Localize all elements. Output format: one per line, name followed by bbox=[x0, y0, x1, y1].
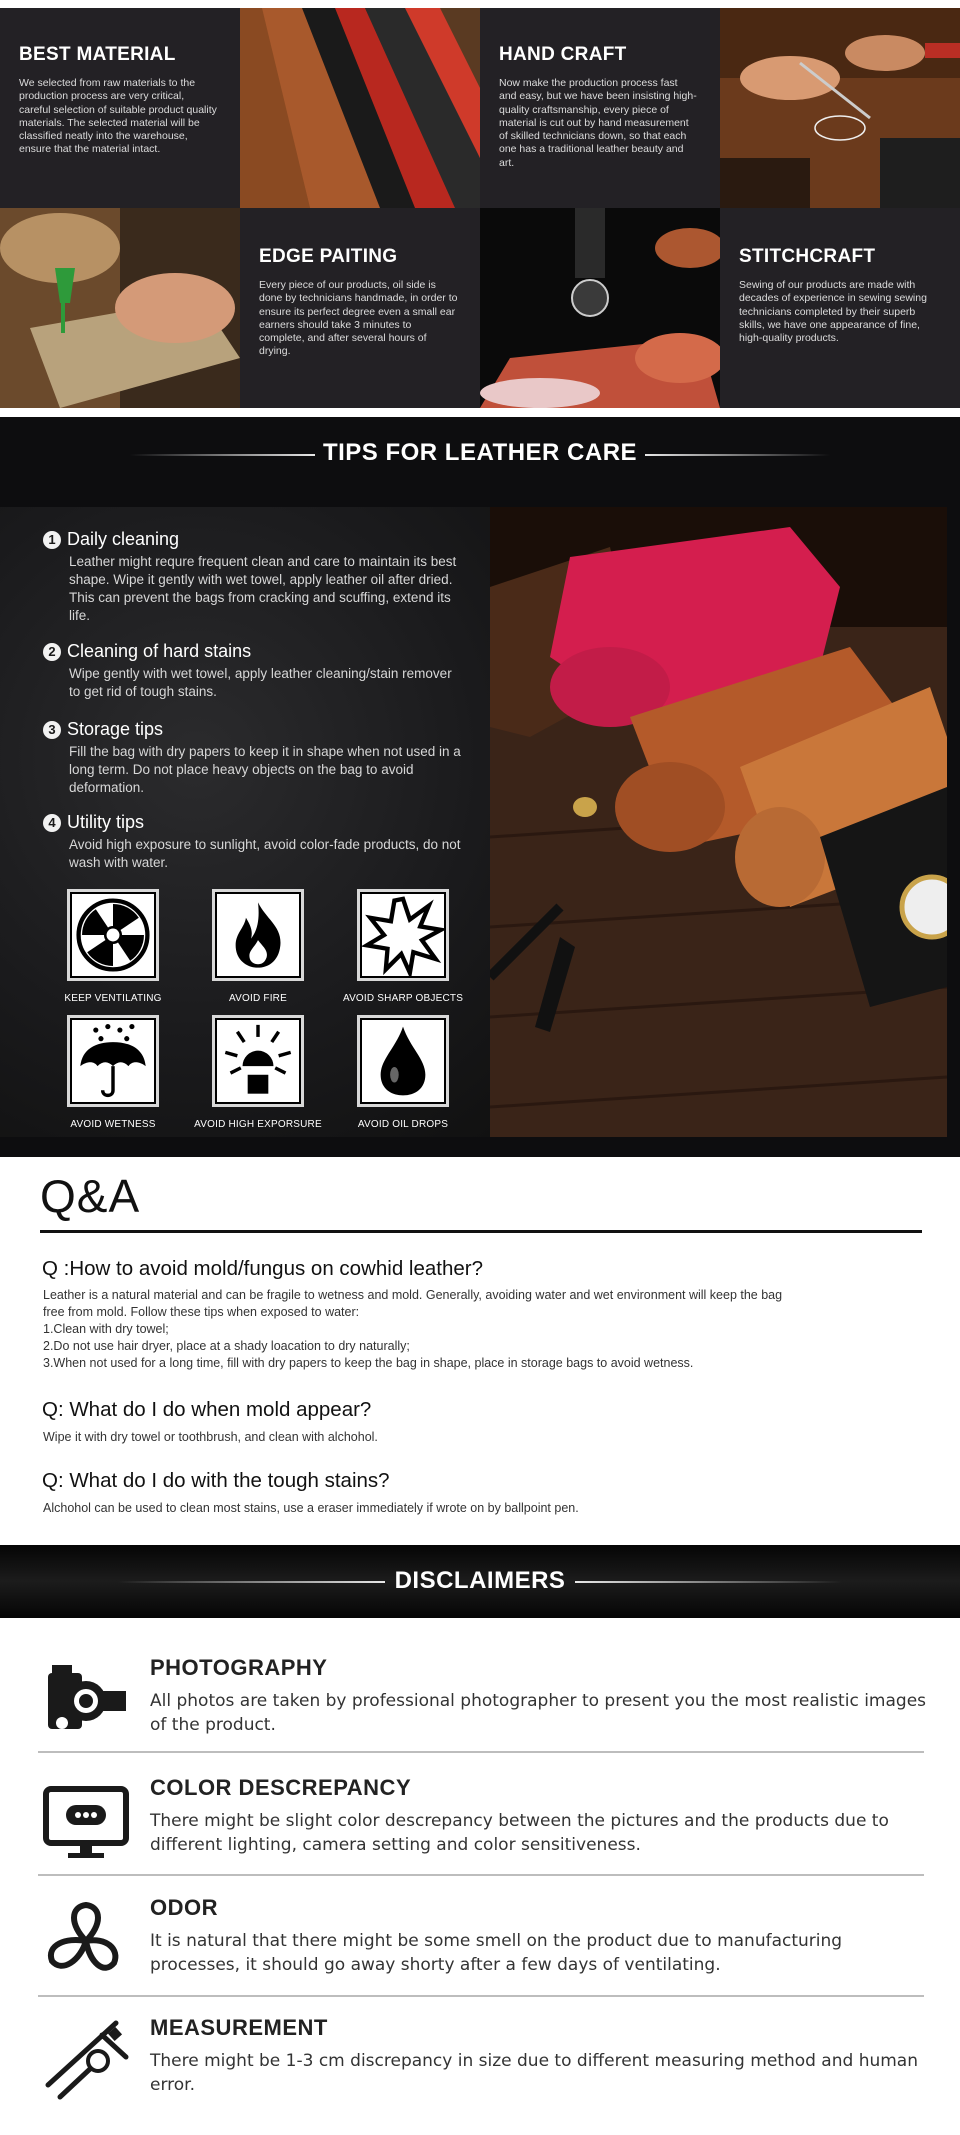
icon-label: AVOID OIL DROPS bbox=[357, 1119, 449, 1130]
disclaimers-banner bbox=[0, 1545, 960, 1618]
tips-panel bbox=[0, 507, 490, 1137]
tip-daily-cleaning bbox=[43, 529, 463, 625]
disclaimer-title: ODOR bbox=[150, 1895, 218, 1920]
icon-label: AVOID FIRE bbox=[229, 993, 287, 1004]
craft-grid bbox=[0, 8, 960, 408]
starburst-icon bbox=[357, 889, 449, 981]
stitchcraft-title: STITCHCRAFT bbox=[739, 246, 876, 267]
umbrella-icon bbox=[67, 1015, 159, 1107]
banner-line-right bbox=[575, 1581, 842, 1583]
disclaimer-measurement bbox=[0, 2015, 960, 2135]
tip-body: Wipe gently with wet towel, apply leather cleaning/stain remover to get rid of tough stains. bbox=[69, 666, 452, 699]
qa-answer-line: Alchohol can be used to clean most stains, use a eraser immediately if wrote on by ballpoint pen. bbox=[43, 1501, 579, 1515]
icon-label: AVOID SHARP OBJECTS bbox=[342, 993, 464, 1004]
fan-icon bbox=[67, 889, 159, 981]
qa-section bbox=[0, 1157, 960, 1544]
disclaimer-odor bbox=[0, 1895, 960, 2015]
qa-answer-line: Leather is a natural material and can be fragile to wetness and mold. Generally, avoiding water and wet environment will keep the bag bbox=[43, 1288, 783, 1302]
tip-body: Fill the bag with dry papers to keep it in shape when not used in a long term. Do not place heavy objects on the bag to avoid deformation. bbox=[69, 744, 461, 795]
edge-painting-title: EDGE PAITING bbox=[259, 246, 398, 267]
stitchcraft-card bbox=[720, 208, 960, 408]
hand-craft-title: HAND CRAFT bbox=[499, 44, 627, 65]
swirl-icon bbox=[40, 1895, 132, 1987]
monitor-icon bbox=[40, 1775, 132, 1867]
qa-answer-line: 1.Clean with dry towel; bbox=[43, 1322, 169, 1336]
qa-question: Q: What do I do with the tough stains? bbox=[42, 1469, 390, 1492]
sewing-machine-photo bbox=[480, 208, 720, 408]
disclaimer-text: All photos are taken by professional photographer to present you the most realistic images of the product. bbox=[150, 1691, 927, 1735]
caliper-icon bbox=[40, 2015, 132, 2107]
best-material-card bbox=[0, 8, 240, 208]
disclaimer-text: There might be 1-3 cm discrepancy in size due to different measuring method and human error. bbox=[150, 2051, 918, 2095]
qa-title: Q&A bbox=[40, 1170, 141, 1222]
disclaimer-divider bbox=[38, 1751, 924, 1753]
tip-number: 4 bbox=[43, 814, 61, 832]
fire-icon bbox=[212, 889, 304, 981]
best-material-text: We selected from raw materials to the production process are very critical, careful selection of suitable product quality materials. The selected material will be classified neatly into the warehouse, ensure that the material intact. bbox=[19, 77, 217, 156]
disclaimer-title: PHOTOGRAPHY bbox=[150, 1655, 328, 1680]
stitchcraft-text: Sewing of our products are made with decades of experience in sewing sewing technicians completed by their superb skills, we have one appearance of fine, high-quality products. bbox=[739, 279, 927, 345]
icon-label: KEEP VENTILATING bbox=[64, 993, 162, 1004]
icon-label: AVOID HIGH EXPORSURE bbox=[194, 1119, 322, 1130]
best-material-title: BEST MATERIAL bbox=[19, 44, 176, 65]
qa-answer-line: 2.Do not use hair dryer, place at a shady loacation to dry naturally; bbox=[43, 1339, 410, 1353]
disclaimer-divider bbox=[38, 1995, 924, 1997]
qa-question: Q :How to avoid mold/fungus on cowhid leather? bbox=[42, 1257, 484, 1280]
disclaimer-text: It is natural that there might be some smell on the product due to manufacturing processes, it should go away shorty after a few days of ventilating. bbox=[150, 1931, 843, 1975]
qa-answer-line: free from mold. Follow these tips when exposed to water: bbox=[43, 1305, 360, 1319]
qa-question: Q: What do I do when mold appear? bbox=[42, 1398, 372, 1421]
hand-craft-text: Now make the production process fast and easy, but we have been insisting high-quality craftsmanship, every piece of material is cut out by hand measurement of skilled technicians down, so that each one has a traditional leather beauty and art. bbox=[499, 77, 697, 169]
disclaimer-photography bbox=[0, 1655, 960, 1775]
hand-cutting-photo bbox=[720, 8, 960, 208]
tip-title: Daily cleaning bbox=[67, 529, 180, 549]
qa-answer-line: 3.When not used for a long time, fill with dry papers to keep the bag in shape, place in storage bags to avoid wetness. bbox=[43, 1356, 694, 1370]
qa-answer bbox=[43, 1500, 923, 1517]
tip-body: Leather might requre frequent clean and care to maintain its best shape. Wipe it gently with wet towel, apply leather oil after dried. This can prevent the bags from cracking and scuffing, extend its life. bbox=[69, 554, 457, 623]
disclaimer-color bbox=[0, 1775, 960, 1895]
tip-title: Storage tips bbox=[67, 719, 164, 739]
disclaimer-divider bbox=[38, 1874, 924, 1876]
sun-icon bbox=[212, 1015, 304, 1107]
disclaimers-heading: DISCLAIMERS bbox=[394, 1567, 566, 1594]
camera-icon bbox=[40, 1655, 132, 1747]
icon-label: AVOID WETNESS bbox=[70, 1119, 156, 1130]
tip-utility bbox=[43, 812, 463, 872]
qa-divider bbox=[40, 1230, 922, 1233]
edge-painting-card bbox=[240, 208, 480, 408]
tip-body: Avoid high exposure to sunlight, avoid color-fade products, do not wash with water. bbox=[69, 837, 461, 870]
edge-painting-photo bbox=[0, 208, 240, 408]
leather-swatches-photo bbox=[240, 8, 480, 208]
tip-title: Cleaning of hard stains bbox=[67, 641, 252, 661]
tip-storage bbox=[43, 719, 463, 797]
tip-title: Utility tips bbox=[67, 812, 145, 832]
disclaimer-title: COLOR DESCREPANCY bbox=[150, 1775, 412, 1800]
tip-number: 2 bbox=[43, 643, 61, 661]
leather-rolls-photo bbox=[490, 507, 947, 1137]
banner-line-right bbox=[645, 454, 830, 456]
edge-painting-text: Every piece of our products, oil side is done by technicians handmade, in order to ensure its perfect degree even a small ear earners should take 3 minutes to complete, and after several hours of drying. bbox=[259, 279, 458, 358]
drop-icon bbox=[357, 1015, 449, 1107]
disclaimer-title: MEASUREMENT bbox=[150, 2015, 328, 2040]
tips-heading: TIPS FOR LEATHER CARE bbox=[322, 439, 638, 466]
hand-craft-card bbox=[480, 8, 720, 208]
tip-number: 3 bbox=[43, 721, 61, 739]
tip-hard-stains bbox=[43, 641, 463, 701]
tips-section bbox=[0, 417, 960, 1157]
tip-number: 1 bbox=[43, 531, 61, 549]
qa-answer bbox=[43, 1429, 923, 1446]
disclaimer-text: There might be slight color descrepancy between the pictures and the products due to different lighting, camera setting and color sensitiveness. bbox=[150, 1811, 889, 1855]
qa-answer bbox=[43, 1287, 923, 1372]
qa-answer-line: Wipe it with dry towel or toothbrush, and clean with alchohol. bbox=[43, 1430, 378, 1444]
